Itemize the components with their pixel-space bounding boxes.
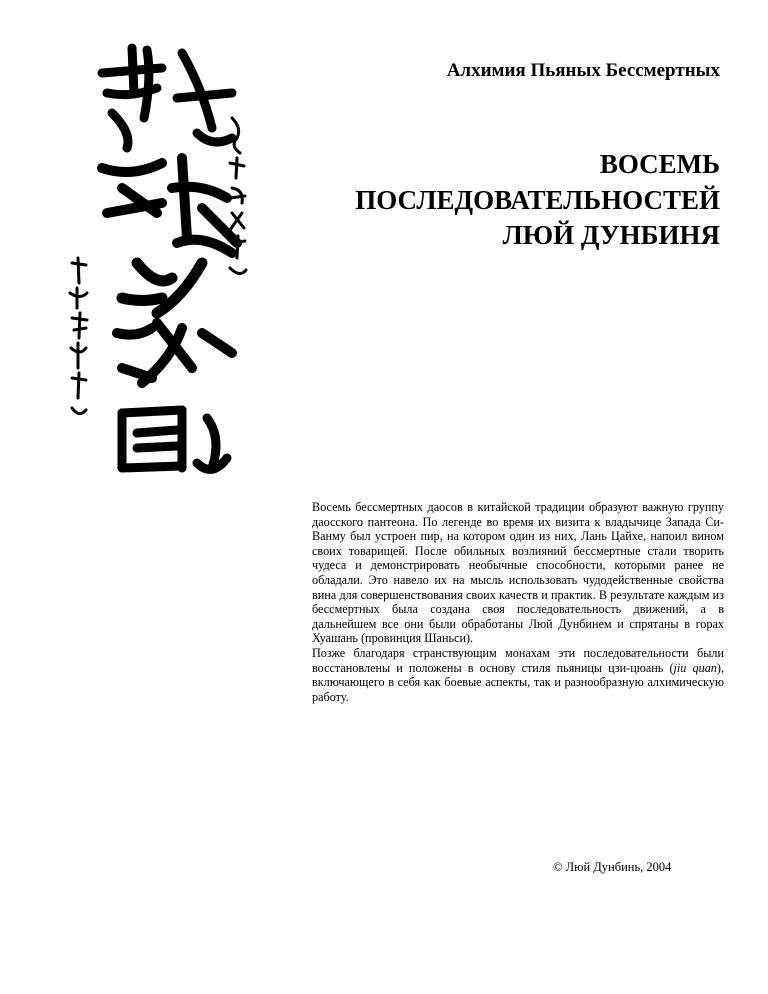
calligraphy-glyph-1: [102, 48, 232, 148]
subtitle: Алхимия Пьяных Бессмертных: [446, 60, 720, 81]
body-text: [312, 500, 724, 704]
title-line: ВОСЕМЬ: [599, 149, 720, 179]
paragraph: [312, 646, 724, 704]
calligraphy-small-column-left: [70, 258, 87, 414]
calligraphy-glyph-3: [122, 263, 202, 313]
title-line: ПОСЛЕДОВАТЕЛЬНОСТЕЙ: [355, 184, 720, 215]
paragraph-part: Позже благодаря странствующим монахам эти последовательности были восстановлены и положены в основу стиля пьяницы цзи-цюань (: [312, 645, 724, 675]
calligraphy-glyph-2: [102, 158, 237, 253]
paragraph: Восемь бессмертных даосов в китайской традиции образуют важную группу даосского пантеона. По легенде во время их визита к владычице Запада Си-Ванму был устроен пир, на котором один из них, Лань Цайхе, напоил вином своих товарищей. После обильных возлияний бессмертные стали творить чудеса и демонстрировать необычные способности, которыми ранее не обладали. Это навело их на мысль использовать чудодейственные свойства вина для совершенствования своих качеств и практик. В результате каждым из бессмертных была создана своя последовательность движений, а в дальнейшем все они были обработаны Люй Дунбинем и спрятаны в горах Хуашань (провинция Шаньси).: [312, 500, 724, 646]
calligraphy-image: [62, 38, 282, 488]
copyright: © Люй Дунбинь, 2004: [553, 860, 672, 874]
paragraph-part: ), включающего в себя как боевые аспекты, так и разнообразную алхимическую работу.: [312, 660, 724, 704]
calligraphy-glyph-4: [117, 323, 232, 383]
transliteration: jiu quan: [673, 660, 717, 675]
page-title: [240, 147, 720, 254]
calligraphy-glyph-5: [122, 410, 227, 469]
title-line: ЛЮЙ ДУНБИНЯ: [502, 220, 720, 251]
